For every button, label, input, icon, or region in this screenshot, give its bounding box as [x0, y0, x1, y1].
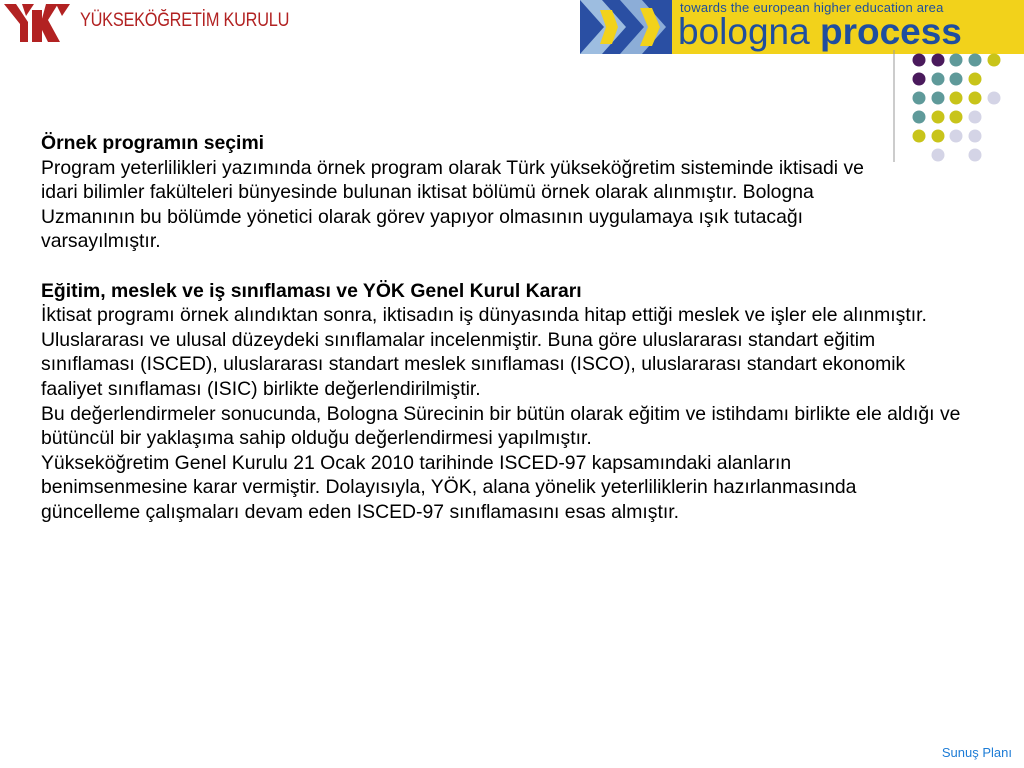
bologna-word: bologna — [678, 11, 810, 52]
section2-title: Eğitim, meslek ve iş sınıflaması ve YÖK Genel Kurul Kararı — [41, 279, 582, 302]
yok-logo-text: YÜKSEKÖĞRETİM KURULU — [80, 10, 290, 31]
bologna-wordmark — [678, 12, 962, 52]
slide-body — [41, 131, 986, 525]
section2-paragraph-1: İktisat programı örnek alındıktan sonra, iktisadın iş dünyasında hitap ettiği meslek ve işler ele alınmıştır. Uluslararası ve ulusal düzeydeki sınıflamalar incelenmiştir. Buna göre uluslararası standart eğitim sınıflaması (ISCED), uluslararası standart meslek sınıflaması (ISCO), uluslararası standart ekonomik faaliyet sınıflaması (ISIC) birlikte değerlendirilmiştir. — [41, 304, 927, 400]
section2-paragraph-2: Bu değerlendirmeler sonucunda, Bologna Sürecinin bir bütün olarak eğitim ve istihdamı birlikte ele aldığı ve bütüncül bir yaklaşıma sahip olduğu değerlendirmesi yapılmıştır. — [41, 402, 961, 450]
section1-title: Örnek programın seçimi — [41, 132, 265, 154]
section1-body: Program yeterlilikleri yazımında örnek program olarak Türk yükseköğretim sisteminde iktisadi ve idari bilimler fakülteleri bünyesinde bulunan iktisat bölümü örnek olarak alınmıştır. Bologna Uzmanının bu bölümde yönetici olarak görev yapıyor olmasının uygulamaya ışık tutacağı varsayılmıştır. — [41, 156, 864, 253]
yok-logo — [2, 2, 302, 44]
bologna-tagline: towards the european higher education area — [680, 0, 944, 15]
presentation-plan-link[interactable]: Sunuş Planı — [941, 745, 1012, 760]
spacer — [41, 254, 986, 279]
bologna-process-banner — [580, 0, 1024, 54]
section2-paragraph-3: Yükseköğretim Genel Kurulu 21 Ocak 2010 tarihinde ISCED-97 kapsamındaki alanların benimsenmesine karar vermiştir. Dolayısıyla, YÖK, alana yönelik yeterliliklerin hazırlanmasında güncelleme çalışmaları devam eden ISCED-97 sınıflamasını esas almıştır. — [41, 451, 857, 523]
process-word: process — [819, 11, 962, 52]
yok-emblem-icon — [2, 2, 80, 44]
